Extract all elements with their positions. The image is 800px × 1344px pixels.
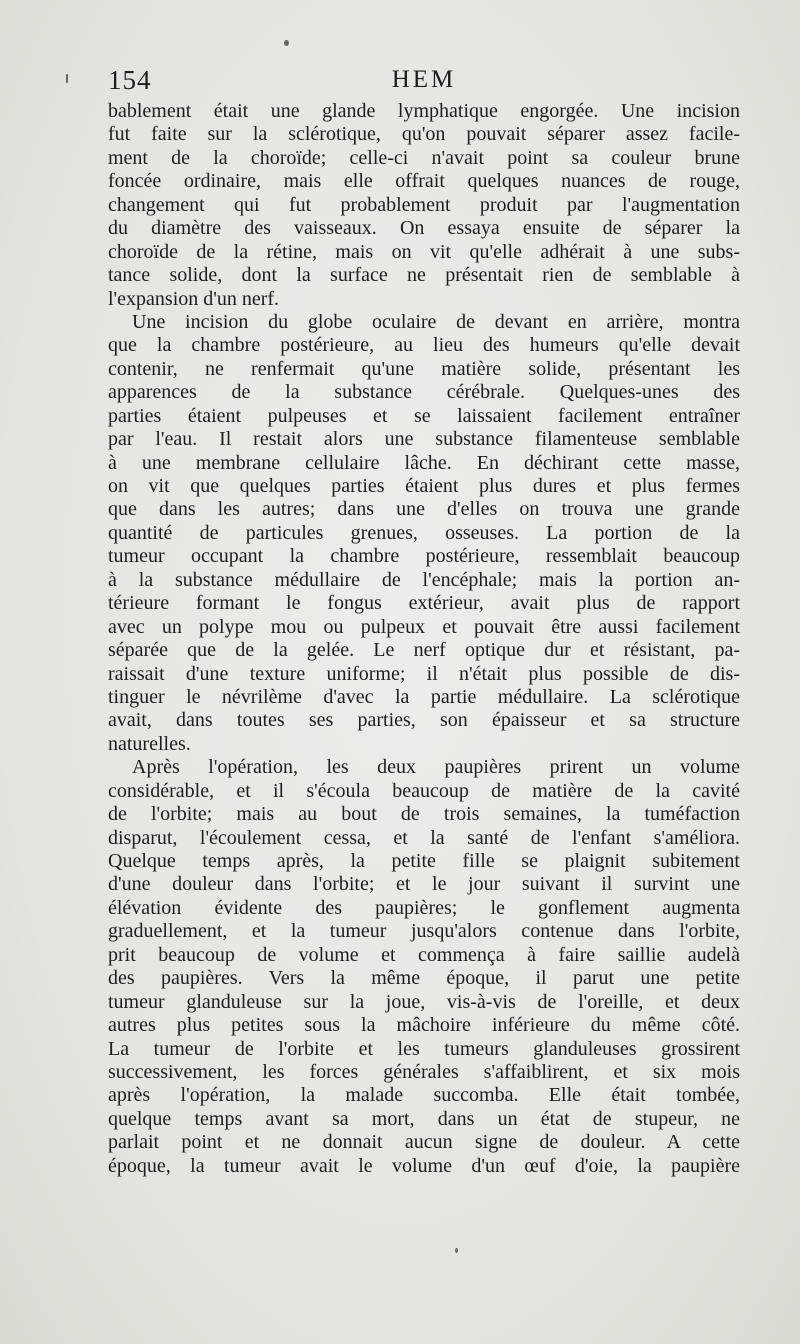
- text-line: à une membrane cellulaire lâche. En déchirant cette masse,: [108, 451, 740, 474]
- text-line: avait, dans toutes ses parties, son épaisseur et sa structure: [108, 709, 740, 732]
- text-line: successivement, les forces générales s'affaiblirent, et six mois: [108, 1060, 740, 1083]
- text-line: tumeur glanduleuse sur la joue, vis-à-vis de l'oreille, et deux: [108, 990, 740, 1013]
- page-header: [108, 62, 740, 98]
- text-line: époque, la tumeur avait le volume d'un œuf d'oie, la paupière: [108, 1154, 740, 1177]
- text-line: du diamètre des vaisseaux. On essaya ensuite de séparer la: [108, 217, 740, 240]
- text-line: d'une douleur dans l'orbite; et le jour suivant il survint une: [108, 873, 740, 896]
- ink-speck: [284, 40, 289, 46]
- text-line: de l'orbite; mais au bout de trois semaines, la tuméfaction: [108, 803, 740, 826]
- text-line: Une incision du globe oculaire de devant en arrière, montra: [132, 310, 740, 333]
- text-line: après l'opération, la malade succomba. Elle était tombée,: [108, 1084, 740, 1107]
- text-line: l'expansion d'un nerf.: [108, 287, 280, 310]
- text-line: fut faite sur la sclérotique, qu'on pouvait séparer assez facile-: [108, 123, 740, 146]
- text-line: parties étaient pulpeuses et se laissaient facilement entraîner: [108, 404, 740, 427]
- text-line: apparences de la substance cérébrale. Quelques-unes des: [108, 381, 740, 404]
- text-line: tinguer le névrilème d'avec la partie médullaire. La sclérotique: [108, 685, 740, 708]
- text-line: Quelque temps après, la petite fille se plaignit subitement: [108, 850, 740, 872]
- text-line: on vit que quelques parties étaient plus dures et plus fermes: [108, 475, 740, 497]
- text-line: contenir, ne renfermait qu'une matière solide, présentant les: [108, 357, 740, 380]
- text-line: bablement était une glande lymphatique engorgée. Une incision: [108, 100, 740, 122]
- text-line: prit beaucoup de volume et commença à faire saillie audelà: [108, 943, 740, 966]
- text-line: séparée que de la gelée. Le nerf optique dur et résistant, pa-: [108, 639, 740, 662]
- text-line: autres plus petites sous la mâchoire inférieure du même côté.: [108, 1014, 740, 1037]
- body-text: [108, 100, 740, 1178]
- text-line: des paupières. Vers la même époque, il parut une petite: [108, 967, 740, 990]
- text-line: naturelles.: [108, 732, 191, 755]
- text-line: quelque temps avant sa mort, dans un état de stupeur, ne: [108, 1107, 740, 1130]
- text-line: que dans les autres; dans une d'elles on trouva une grande: [108, 498, 740, 521]
- ink-speck: [455, 1248, 458, 1253]
- text-line: élévation évidente des paupières; le gonflement augmenta: [108, 896, 740, 919]
- running-head: HEM: [391, 66, 457, 93]
- text-line: avec un polype mou ou pulpeux et pouvait être aussi facilement: [108, 615, 740, 638]
- text-line: que la chambre postérieure, au lieu des humeurs qu'elle devait: [108, 334, 740, 357]
- text-line: considérable, et il s'écoula beaucoup de matière de la cavité: [108, 779, 740, 802]
- text-line: changement qui fut probablement produit par l'augmentation: [108, 193, 740, 216]
- text-line: Après l'opération, les deux paupières prirent un volume: [132, 756, 740, 779]
- ink-speck: [66, 74, 68, 83]
- text-line: raissait d'une texture uniforme; il n'était plus possible de dis-: [108, 662, 740, 685]
- text-line: tumeur occupant la chambre postérieure, ressemblait beaucoup: [108, 545, 740, 568]
- text-line: foncée ordinaire, mais elle offrait quelques nuances de rouge,: [108, 170, 740, 193]
- text-line: graduellement, et la tumeur jusqu'alors contenue dans l'orbite,: [108, 920, 740, 943]
- text-line: choroïde de la rétine, mais on vit qu'elle adhérait à une subs-: [108, 240, 740, 263]
- text-line: à la substance médullaire de l'encéphale; mais la portion an-: [108, 568, 740, 591]
- text-line: ment de la choroïde; celle-ci n'avait point sa couleur brune: [108, 146, 740, 169]
- text-line: quantité de particules grenues, osseuses. La portion de la: [108, 521, 740, 544]
- text-line: parlait point et ne donnait aucun signe de douleur. A cette: [108, 1131, 740, 1154]
- text-line: disparut, l'écoulement cessa, et la santé de l'enfant s'améliora.: [108, 826, 740, 849]
- text-line: tance solide, dont la surface ne présentait rien de semblable à: [108, 264, 740, 287]
- text-line: par l'eau. Il restait alors une substance filamenteuse semblable: [108, 428, 740, 451]
- text-line: térieure formant le fongus extérieur, avait plus de rapport: [108, 592, 740, 615]
- page-number: 154: [108, 65, 152, 95]
- text-line: La tumeur de l'orbite et les tumeurs glanduleuses grossirent: [108, 1037, 740, 1060]
